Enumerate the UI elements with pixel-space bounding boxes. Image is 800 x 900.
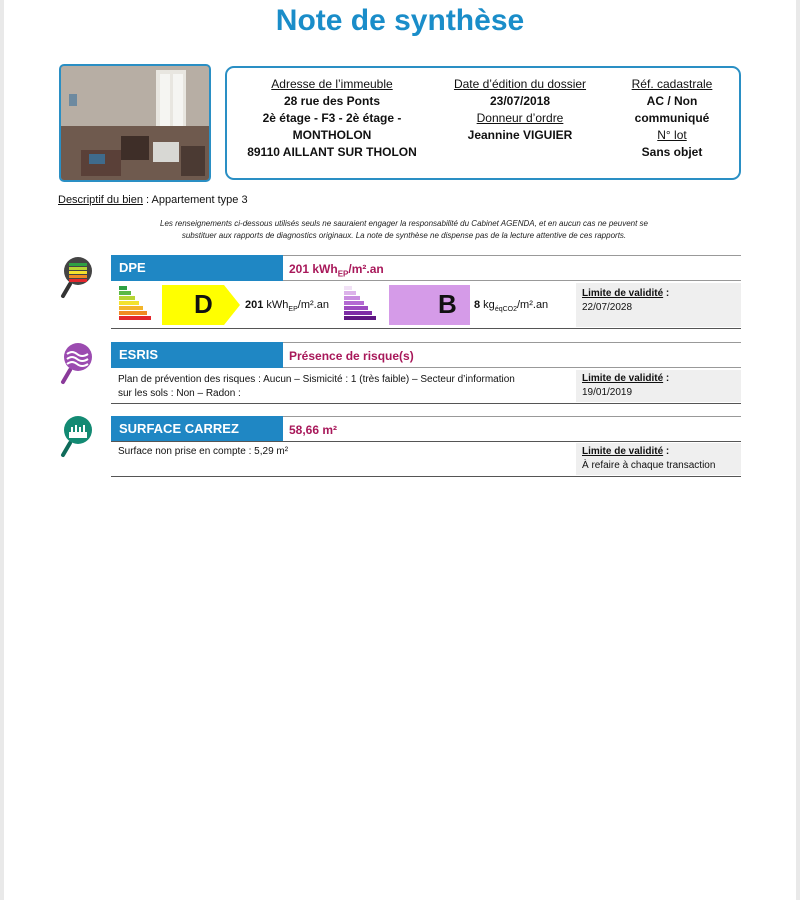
description-value: : Appartement type 3: [143, 194, 248, 206]
order-label: Donneur d’ordre: [476, 111, 564, 125]
document-page: [4, 0, 796, 900]
ges-class-box: [389, 285, 470, 325]
esris-bottom-rule: [111, 403, 741, 404]
surface-text: Surface non prise en compte : 5,29 m²: [118, 446, 289, 457]
dpe-validity-value: 22/07/2028: [582, 302, 633, 313]
energy-unit-end: /m².an: [297, 299, 329, 311]
esris-validity: [576, 370, 741, 402]
energy-unit-main: kWh: [263, 299, 289, 311]
page-title: Note de synthèse: [275, 4, 525, 37]
dpe-icon: [60, 256, 94, 300]
surface-value: 58,66 m²: [283, 416, 741, 442]
esris-icon: [60, 342, 94, 386]
esris-value: Présence de risque(s): [283, 342, 741, 368]
dpe-bottom-rule: [111, 328, 741, 329]
property-description: [58, 194, 248, 206]
esris-text: [118, 373, 515, 401]
disclaimer-line-2: substituer aux rapports de diagnostics originaux. La note de synthèse ne dispense pas de la lecture attentive de ces rapports.: [181, 231, 627, 240]
address-line-1: 28 rue des Ponts: [283, 94, 381, 108]
property-photo: [59, 64, 211, 182]
address-column: [237, 76, 427, 161]
dpe-value-unit: /m².an: [348, 262, 384, 276]
esris-validity-value: 19/01/2019: [582, 387, 633, 398]
cadastral-column: [612, 76, 732, 161]
address-line-3: MONTHOLON: [292, 128, 372, 142]
surface-icon: [60, 415, 94, 459]
address-line-2: 2è étage - F3 - 2è étage -: [262, 111, 402, 125]
date-value: 23/07/2018: [489, 94, 551, 108]
surface-bottom-rule: [111, 476, 741, 477]
dpe-title: DPE: [111, 255, 283, 281]
address-label: Adresse de l’immeuble: [271, 77, 393, 91]
surface-title: SURFACE CARREZ: [111, 416, 283, 442]
dpe-value-main: 201 kWh: [289, 262, 338, 276]
ges-value: [474, 299, 548, 313]
energy-value-number: 201: [245, 299, 264, 311]
surface-mid-rule: [111, 441, 741, 442]
dpe-validity: [576, 283, 741, 327]
energy-value: [245, 299, 329, 313]
energy-unit-sub: EP: [288, 306, 298, 314]
ges-unit-sub: éqCO2: [494, 306, 517, 314]
ges-scale-graphic: [344, 285, 384, 325]
energy-scale-graphic: [119, 285, 159, 325]
disclaimer-line-1: Les renseignements ci-dessous utilisés seuls ne sauraient engager la responsabilité du Cabinet AGENDA, et en aucun cas ne peuvent se: [160, 219, 648, 228]
description-label: Descriptif du bien: [58, 194, 143, 206]
energy-class-letter: D: [194, 289, 213, 319]
esris-title: ESRIS: [111, 342, 283, 368]
lot-value: Sans objet: [641, 145, 703, 159]
address-line-4: 89110 AILLANT SUR THOLON: [247, 145, 417, 159]
ges-unit-main: kg: [480, 299, 495, 311]
esris-text-line-2: sur les sols : Non – Radon :: [118, 388, 241, 399]
esris-text-line-1: Plan de prévention des risques : Aucun – Sismicité : 1 (très faible) – Secteur d’information: [118, 374, 515, 385]
ges-class-letter: B: [438, 289, 457, 319]
dpe-value-sub: EP: [337, 269, 349, 279]
ges-unit-end: /m².an: [517, 299, 549, 311]
date-label: Date d’édition du dossier: [453, 77, 587, 91]
cadastral-line-1: AC / Non: [646, 94, 698, 108]
date-column: [445, 76, 595, 144]
disclaimer: [104, 218, 704, 242]
property-info-box: [225, 66, 741, 180]
cadastral-line-2: communiqué: [634, 111, 710, 125]
dpe-value: [283, 255, 741, 281]
dpe-validity-colon: :: [663, 288, 670, 299]
ges-value-number: 8: [474, 299, 481, 311]
esris-validity-colon: :: [663, 373, 670, 384]
order-value: Jeannine VIGUIER: [467, 128, 573, 142]
surface-validity-label: Limite de validité: [582, 446, 664, 457]
surface-validity-value: À refaire à chaque transaction: [582, 460, 716, 471]
surface-validity: [576, 443, 741, 475]
esris-validity-label: Limite de validité: [582, 373, 664, 384]
cadastral-label: Réf. cadastrale: [631, 77, 713, 91]
dpe-validity-label: Limite de validité: [582, 288, 664, 299]
surface-validity-colon: :: [663, 446, 670, 457]
lot-label: N° lot: [657, 128, 687, 142]
